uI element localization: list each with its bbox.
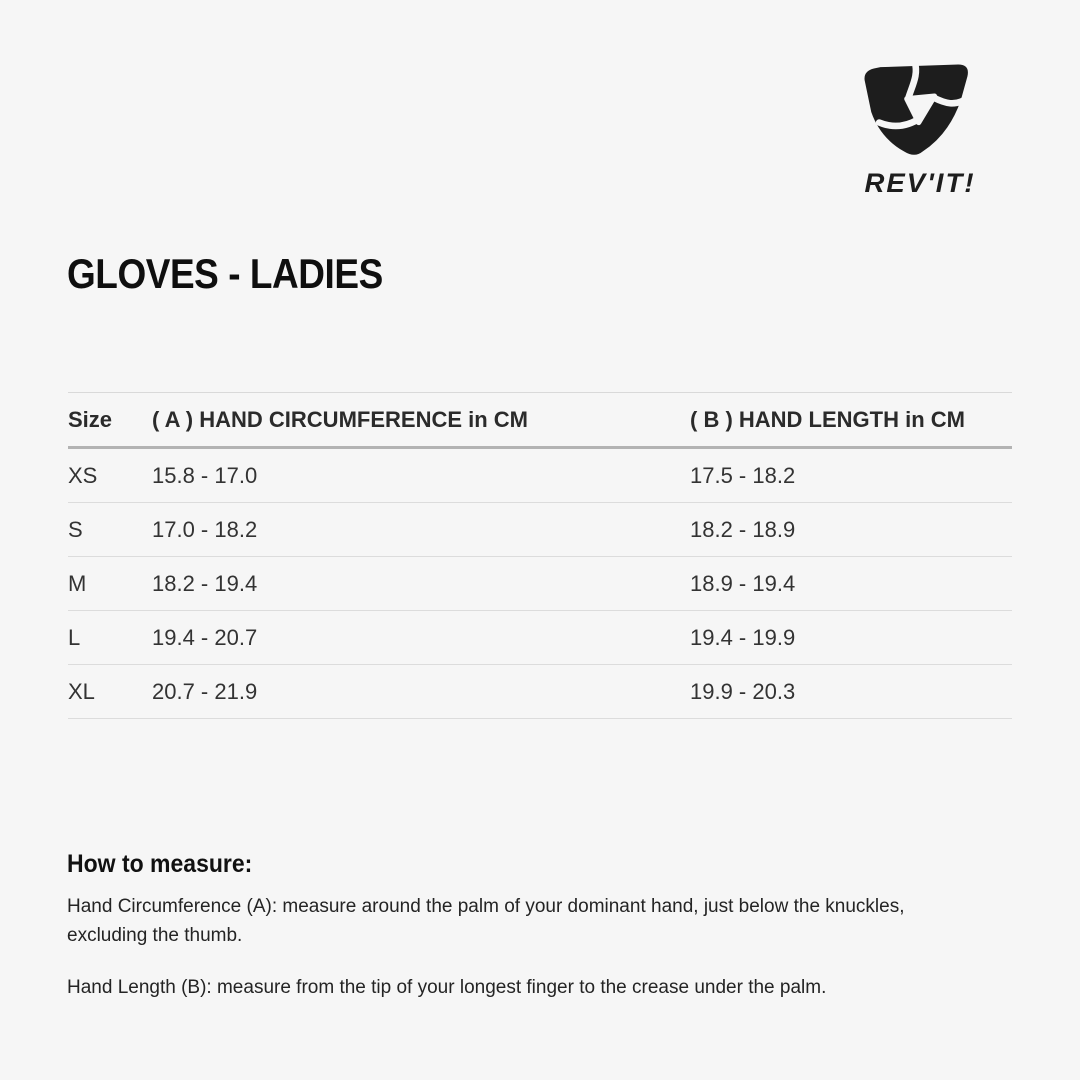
size-cell: L [68,624,81,650]
table-row [68,557,1012,611]
hand-circumference-cell: 19.4 - 20.7 [152,624,258,650]
size-cell: XL [68,678,95,704]
column-header-hand-circumference: ( A ) HAND CIRCUMFERENCE in CM [152,406,529,432]
table-row [68,611,1012,665]
hand-length-cell: 17.5 - 18.2 [690,462,796,488]
hand-length-cell: 18.2 - 18.9 [690,516,796,542]
column-header-size: Size [68,406,113,432]
brand-logo-text: REV'IT! [864,168,976,198]
how-to-measure-section [67,850,947,1027]
size-table-body [68,449,1012,719]
hand-length-cell: 18.9 - 19.4 [690,570,796,596]
size-cell: S [68,516,83,542]
hand-length-cell: 19.9 - 20.3 [690,678,796,704]
size-table [68,392,1012,719]
hand-circumference-cell: 20.7 - 21.9 [152,678,258,704]
revit-shield-icon [850,54,990,166]
hand-circumference-instruction: Hand Circumference (A): measure around the palm of your dominant hand, just below the knuckles, excluding the thumb. [67,896,905,946]
size-cell: XS [68,462,98,488]
column-header-hand-length: ( B ) HAND LENGTH in CM [690,406,965,432]
hand-length-instruction: Hand Length (B): measure from the tip of your longest finger to the crease under the palm. [67,977,827,998]
table-row [68,449,1012,503]
hand-length-cell: 19.4 - 19.9 [690,624,796,650]
table-row [68,665,1012,719]
hand-circumference-cell: 15.8 - 17.0 [152,462,258,488]
hand-circumference-cell: 17.0 - 18.2 [152,516,258,542]
brand-logo [850,54,990,199]
table-row [68,503,1012,557]
size-table-header-row [68,393,1012,449]
hand-circumference-cell: 18.2 - 19.4 [152,570,258,596]
how-to-measure-heading: How to measure: [67,850,253,878]
size-cell: M [68,570,87,596]
page-title: GLOVES - LADIES [67,250,383,297]
